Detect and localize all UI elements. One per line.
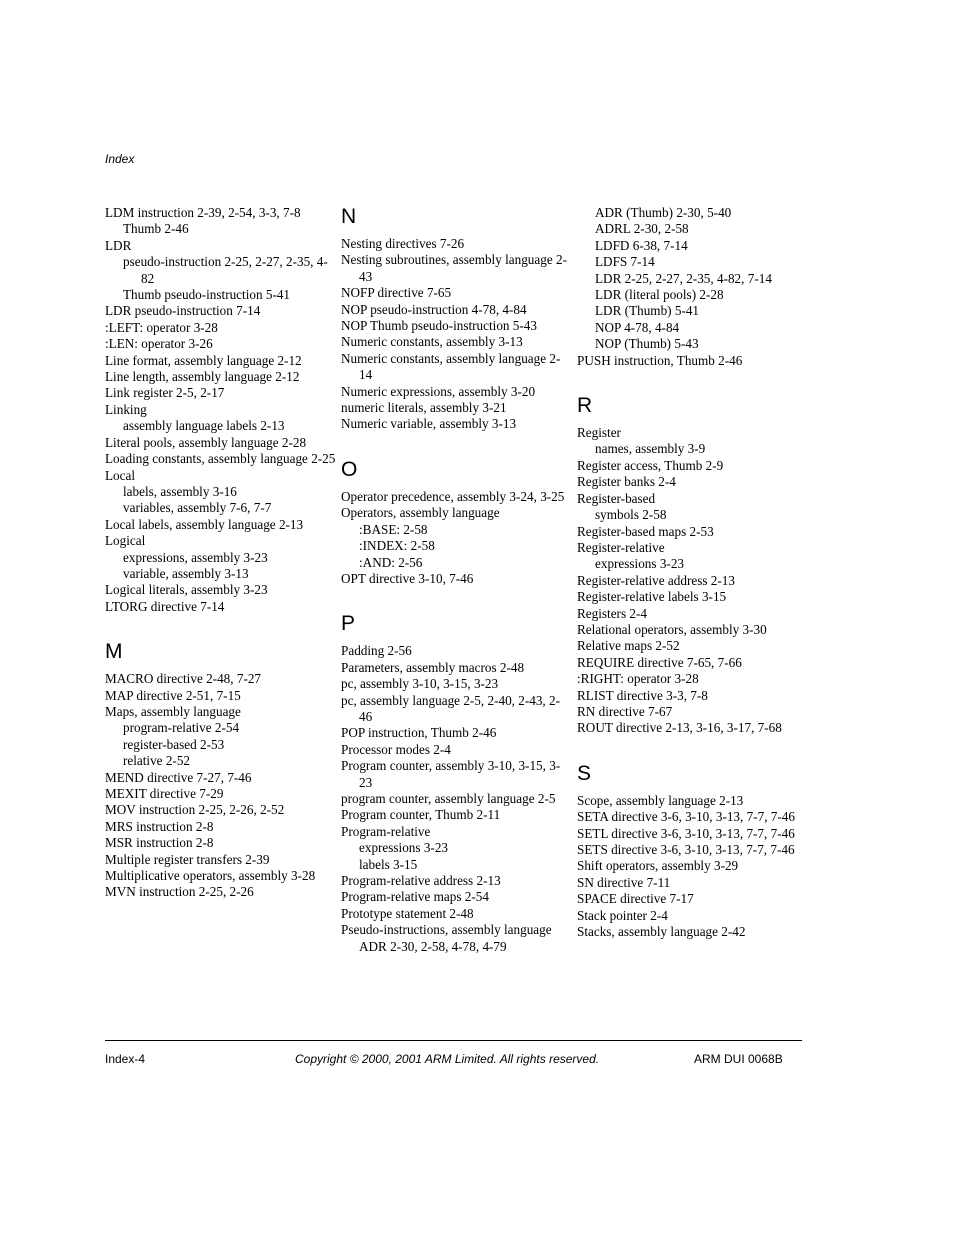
- section-letter-o: O: [341, 457, 358, 481]
- index-entry: Maps, assembly language: [105, 703, 241, 719]
- index-subentry: :BASE: 2-58: [359, 521, 428, 537]
- index-entry: Multiplicative operators, assembly 3-28: [105, 868, 316, 884]
- index-entry: MEND directive 7-27, 7-46: [105, 769, 252, 785]
- index-entry: Register-based: [577, 490, 656, 506]
- index-entry: Literal pools, assembly language 2-28: [105, 434, 307, 450]
- index-subentry: LDFD 6-38, 7-14: [595, 237, 688, 253]
- index-entry: ROUT directive 2-13, 3-16, 3-17, 7-68: [577, 720, 782, 736]
- index-subentry: expressions 3-23: [595, 556, 685, 572]
- index-entry: Link register 2-5, 2-17: [105, 385, 225, 401]
- index-subentry: program-relative 2-54: [123, 720, 240, 736]
- index-entry: Register-relative: [577, 539, 665, 555]
- index-entry: Operator precedence, assembly 3-24, 3-25: [341, 488, 565, 504]
- index-subentry: NOP (Thumb) 5-43: [595, 336, 699, 352]
- index-entry: Register access, Thumb 2-9: [577, 457, 724, 473]
- section-letter-s: S: [577, 761, 592, 785]
- index-entry: Prototype statement 2-48: [341, 905, 474, 921]
- index-entry: Program-relative maps 2-54: [341, 889, 489, 905]
- index-entry: MACRO directive 2-48, 7-27: [105, 671, 262, 687]
- index-entry: SN directive 7-11: [577, 874, 671, 890]
- index-subentry: assembly language labels 2-13: [123, 418, 285, 434]
- index-entry: :LEN: operator 3-26: [105, 336, 213, 352]
- index-subentry: expressions, assembly 3-23: [123, 549, 268, 565]
- index-entry: Operators, assembly language: [341, 505, 500, 521]
- running-title: Index: [105, 152, 135, 166]
- index-entry: SPACE directive 7-17: [577, 891, 694, 907]
- index-subentry: :AND: 2-56: [359, 554, 423, 570]
- index-subentry: LDR (literal pools) 2-28: [595, 287, 724, 303]
- index-subentry: :INDEX: 2-58: [359, 538, 435, 554]
- section-letter-m: M: [105, 640, 123, 664]
- index-subentry: LDR (Thumb) 5-41: [595, 303, 700, 319]
- document-id: ARM DUI 0068B: [694, 1052, 783, 1066]
- index-entry: Nesting directives 7-26: [341, 236, 465, 251]
- index-entry: SETA directive 3-6, 3-10, 3-13, 7-7, 7-46: [577, 809, 795, 825]
- index-entry: OPT directive 3-10, 7-46: [341, 570, 474, 586]
- index-entry: Local: [105, 467, 136, 483]
- index-entry: Pseudo-instructions, assembly language: [341, 922, 552, 938]
- index-entry: pc, assembly language 2-5, 2-40, 2-43, 2-46: [341, 692, 561, 724]
- index-entry: Line length, assembly language 2-12: [105, 369, 300, 385]
- index-entry: LDM instruction 2-39, 2-54, 3-3, 7-8: [105, 205, 301, 220]
- index-entry: Nesting subroutines, assembly language 2-43: [341, 252, 567, 284]
- index-entry: program counter, assembly language 2-5: [341, 790, 556, 806]
- index-entry: Relative maps 2-52: [577, 638, 680, 654]
- index-entry: Numeric variable, assembly 3-13: [341, 416, 517, 432]
- index-entry: Registers 2-4: [577, 605, 647, 621]
- index-entry: MRS instruction 2-8: [105, 818, 214, 834]
- index-entry: Shift operators, assembly 3-29: [577, 858, 739, 874]
- index-subentry: ADR (Thumb) 2-30, 5-40: [595, 205, 732, 220]
- index-entry: :LEFT: operator 3-28: [105, 319, 218, 335]
- index-subentry: expressions 3-23: [359, 840, 449, 856]
- index-subentry: relative 2-52: [123, 753, 191, 769]
- index-entry: Local labels, assembly language 2-13: [105, 516, 304, 532]
- index-entry: numeric literals, assembly 3-21: [341, 400, 507, 416]
- index-entry: NOP pseudo-instruction 4-78, 4-84: [341, 301, 527, 317]
- index-entry: Register: [577, 425, 621, 441]
- index-entry: RN directive 7-67: [577, 703, 673, 719]
- index-entry: Loading constants, assembly language 2-25: [105, 451, 336, 467]
- index-subentry: ADRL 2-30, 2-58: [595, 221, 689, 237]
- index-subentry: variables, assembly 7-6, 7-7: [123, 500, 272, 516]
- index-entry: SETL directive 3-6, 3-10, 3-13, 7-7, 7-46: [577, 825, 795, 841]
- index-entry: Parameters, assembly macros 2-48: [341, 659, 525, 675]
- index-entry: MVN instruction 2-25, 2-26: [105, 884, 254, 900]
- index-subentry: symbols 2-58: [595, 507, 667, 523]
- index-entry: LDR: [105, 237, 132, 253]
- index-entry: Linking: [105, 401, 147, 417]
- index-entry: PUSH instruction, Thumb 2-46: [577, 352, 743, 368]
- page-number: Index-4: [105, 1052, 146, 1066]
- index-entry: RLIST directive 3-3, 7-8: [577, 687, 708, 703]
- index-entry: Scope, assembly language 2-13: [577, 792, 744, 808]
- index-subentry: ADR 2-30, 2-58, 4-78, 4-79: [359, 938, 507, 954]
- index-entry: Register-relative address 2-13: [577, 572, 735, 588]
- index-entry: MEXIT directive 7-29: [105, 786, 224, 801]
- index-entry: Program counter, Thumb 2-11: [341, 807, 501, 823]
- index-entry: Logical: [105, 533, 146, 549]
- index-entry: Relational operators, assembly 3-30: [577, 621, 767, 637]
- index-entry: SETS directive 3-6, 3-10, 3-13, 7-7, 7-46: [577, 842, 795, 857]
- index-entry: Numeric constants, assembly 3-13: [341, 334, 523, 350]
- index-subentry: names, assembly 3-9: [595, 441, 706, 457]
- section-letter-r: R: [577, 394, 593, 418]
- index-entry: pc, assembly 3-10, 3-15, 3-23: [341, 676, 499, 692]
- index-entry: Register-relative labels 3-15: [577, 589, 727, 605]
- index-subentry: Thumb pseudo-instruction 5-41: [123, 287, 291, 303]
- index-entry: NOFP directive 7-65: [341, 285, 452, 301]
- index-entry: Program-relative: [341, 823, 431, 839]
- index-entry: Program-relative address 2-13: [341, 873, 501, 888]
- index-entry: Stack pointer 2-4: [577, 907, 668, 923]
- index-entry: LDR pseudo-instruction 7-14: [105, 303, 261, 319]
- index-entry: Register-based maps 2-53: [577, 523, 714, 539]
- index-column-3: [577, 205, 812, 940]
- index-subentry: LDFS 7-14: [595, 254, 655, 270]
- index-subentry: labels, assembly 3-16: [123, 483, 237, 499]
- index-entry: LTORG directive 7-14: [105, 598, 225, 614]
- index-subentry: labels 3-15: [359, 856, 418, 872]
- index-subentry: LDR 2-25, 2-27, 2-35, 4-82, 7-14: [595, 270, 772, 286]
- index-subentry: register-based 2-53: [123, 736, 225, 752]
- index-entry: Program counter, assembly 3-10, 3-15, 3-23: [341, 758, 561, 790]
- index-entry: POP instruction, Thumb 2-46: [341, 725, 497, 741]
- index-entry: MOV instruction 2-25, 2-26, 2-52: [105, 802, 285, 818]
- section-letter-n: N: [341, 205, 357, 228]
- index-entry: Numeric expressions, assembly 3-20: [341, 383, 536, 399]
- index-entry: Padding 2-56: [341, 643, 412, 659]
- index-entry: Multiple register transfers 2-39: [105, 851, 270, 867]
- index-subentry: NOP 4-78, 4-84: [595, 319, 680, 335]
- index-entry: Numeric constants, assembly language 2-14: [341, 350, 561, 383]
- index-subentry: Thumb 2-46: [123, 221, 189, 237]
- index-entry: REQUIRE directive 7-65, 7-66: [577, 654, 742, 670]
- index-entry: Stacks, assembly language 2-42: [577, 924, 746, 940]
- index-entry: NOP Thumb pseudo-instruction 5-43: [341, 318, 537, 334]
- copyright-notice: Copyright © 2000, 2001 ARM Limited. All rights reserved.: [295, 1052, 600, 1066]
- index-entry: :RIGHT: operator 3-28: [577, 671, 699, 687]
- index-entry: Register banks 2-4: [577, 474, 676, 490]
- index-entry: MSR instruction 2-8: [105, 835, 214, 851]
- section-letter-p: P: [341, 612, 356, 636]
- index-subentry: variable, assembly 3-13: [123, 565, 249, 581]
- footer-rule: [105, 1040, 802, 1041]
- index-subentry: pseudo-instruction 2-25, 2-27, 2-35, 4-82: [123, 254, 328, 286]
- index-entry: Logical literals, assembly 3-23: [105, 582, 268, 598]
- index-column-1: [105, 205, 337, 901]
- index-entry: Line format, assembly language 2-12: [105, 352, 302, 368]
- index-entry: MAP directive 2-51, 7-15: [105, 687, 241, 703]
- index-column-2: [341, 205, 573, 955]
- index-entry: Processor modes 2-4: [341, 741, 451, 757]
